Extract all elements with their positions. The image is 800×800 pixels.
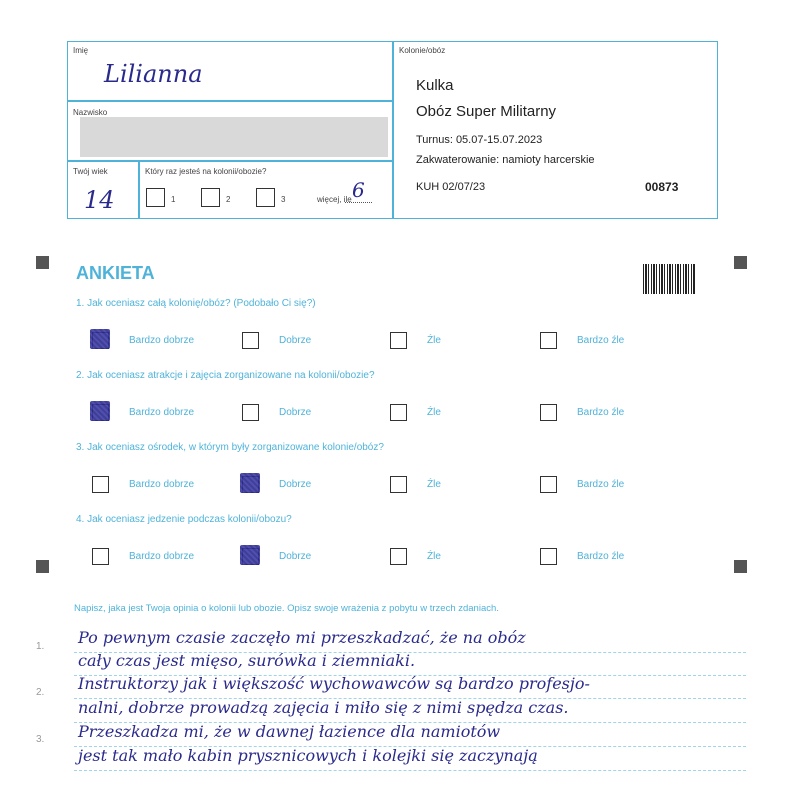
row-divider-1 — [67, 100, 392, 102]
rating-checkbox[interactable] — [540, 476, 557, 493]
corner-marker — [36, 256, 49, 269]
question-text: 1. Jak oceniasz całą kolonię/obóz? (Podobało Ci się?) — [76, 298, 316, 309]
kolonia-name: Kulka — [416, 77, 454, 94]
oboz-name: Obóz Super Militarny — [416, 103, 557, 120]
wiecej-line — [345, 202, 372, 203]
checkbox-3[interactable] — [256, 188, 275, 207]
kuh-code: KUH 02/07/23 — [416, 181, 486, 193]
rating-option-label: Dobrze — [279, 479, 312, 490]
redacted-surname — [80, 117, 388, 157]
rating-option-label: Bardzo dobrze — [129, 335, 195, 346]
raz-label: Który raz jesteś na kolonii/obozie? — [145, 167, 267, 176]
checkbox-2[interactable] — [201, 188, 220, 207]
kolonia-label: Kolonie/obóz — [399, 46, 446, 55]
rating-option-label: Źle — [427, 335, 441, 346]
question-text: 4. Jak oceniasz jedzenie podczas kolonii/obozu? — [76, 514, 292, 525]
imie-label: Imię — [73, 46, 89, 55]
wiek-value: 14 — [84, 186, 115, 214]
corner-marker — [734, 256, 747, 269]
rating-checkbox[interactable] — [540, 548, 557, 565]
opinion-number-2: 2. — [36, 687, 45, 698]
info-box-divider — [392, 41, 394, 219]
writing-line — [74, 770, 746, 771]
turnus: Turnus: 05.07-15.07.2023 — [416, 134, 543, 146]
rating-option-label: Źle — [427, 551, 441, 562]
rating-option-label: Bardzo dobrze — [129, 407, 195, 418]
rating-option-label: Dobrze — [279, 335, 312, 346]
opinion-handwritten-line: jest tak mało kabin prysznicowych i kolejki się zaczynają — [78, 746, 538, 765]
rating-option-label: Bardzo źle — [577, 551, 625, 562]
row-divider-2 — [67, 160, 392, 162]
rating-checkbox[interactable] — [92, 548, 109, 565]
question-text: 2. Jak oceniasz atrakcje i zajęcia zorganizowane na kolonii/obozie? — [76, 370, 375, 381]
rating-checkbox[interactable] — [242, 404, 259, 421]
opinion-number-1: 1. — [36, 641, 45, 652]
rating-checkbox[interactable] — [390, 404, 407, 421]
age-divider — [138, 160, 140, 219]
rating-option-label: Źle — [427, 407, 441, 418]
opinion-number-3: 3. — [36, 734, 45, 745]
barcode — [643, 264, 696, 294]
opinion-handwritten-line: Po pewnym czasie zaczęło mi przeszkadzać, że na obóz — [78, 628, 526, 647]
rating-checkbox[interactable] — [540, 404, 557, 421]
opinion-handwritten-line: cały czas jest mięso, surówka i ziemniaki. — [78, 651, 416, 670]
nazwisko-label: Nazwisko — [73, 108, 108, 117]
rating-checkbox[interactable] — [92, 404, 109, 421]
rating-option-label: Dobrze — [279, 407, 312, 418]
rating-option-label: Bardzo źle — [577, 407, 625, 418]
opinion-handwritten-line: Przeszkadza mi, że w dawnej łazience dla namiotów — [78, 722, 501, 741]
checkbox-1-label: 1 — [171, 195, 176, 204]
form-number: 00873 — [645, 180, 679, 194]
rating-checkbox[interactable] — [242, 332, 259, 349]
rating-checkbox[interactable] — [390, 476, 407, 493]
rating-option-label: Bardzo dobrze — [129, 479, 195, 490]
checkbox-2-label: 2 — [226, 195, 231, 204]
rating-checkbox[interactable] — [540, 332, 557, 349]
opinion-handwritten-line: Instruktorzy jak i większość wychowawców są bardzo profesjo- — [78, 674, 590, 693]
rating-option-label: Bardzo źle — [577, 479, 625, 490]
checkbox-3-label: 3 — [281, 195, 286, 204]
rating-option-label: Dobrze — [279, 551, 312, 562]
zakwaterowanie: Zakwaterowanie: namioty harcerskie — [416, 154, 595, 166]
wiecej-label: więcej, ile — [317, 195, 352, 204]
rating-option-label: Źle — [427, 479, 441, 490]
rating-checkbox[interactable] — [242, 476, 259, 493]
rating-checkbox[interactable] — [390, 332, 407, 349]
corner-marker — [36, 560, 49, 573]
rating-option-label: Bardzo dobrze — [129, 551, 195, 562]
rating-checkbox[interactable] — [92, 476, 109, 493]
imie-value: Lilianna — [104, 60, 203, 88]
wiek-label: Twój wiek — [73, 167, 108, 176]
wiecej-value: 6 — [352, 178, 365, 202]
corner-marker — [734, 560, 747, 573]
checkbox-1[interactable] — [146, 188, 165, 207]
opinion-prompt: Napisz, jaka jest Twoja opinia o kolonii lub obozie. Opisz swoje wrażenia z pobytu w trzech zdaniach. — [74, 603, 499, 614]
rating-checkbox[interactable] — [390, 548, 407, 565]
question-text: 3. Jak oceniasz ośrodek, w którym były zorganizowane kolonie/obóz? — [76, 442, 384, 453]
rating-checkbox[interactable] — [92, 332, 109, 349]
opinion-handwritten-line: nalni, dobrze prowadzą zajęcia i miło się z nimi spędza czas. — [78, 698, 569, 717]
rating-checkbox[interactable] — [242, 548, 259, 565]
survey-title: ANKIETA — [76, 263, 155, 283]
rating-option-label: Bardzo źle — [577, 335, 625, 346]
